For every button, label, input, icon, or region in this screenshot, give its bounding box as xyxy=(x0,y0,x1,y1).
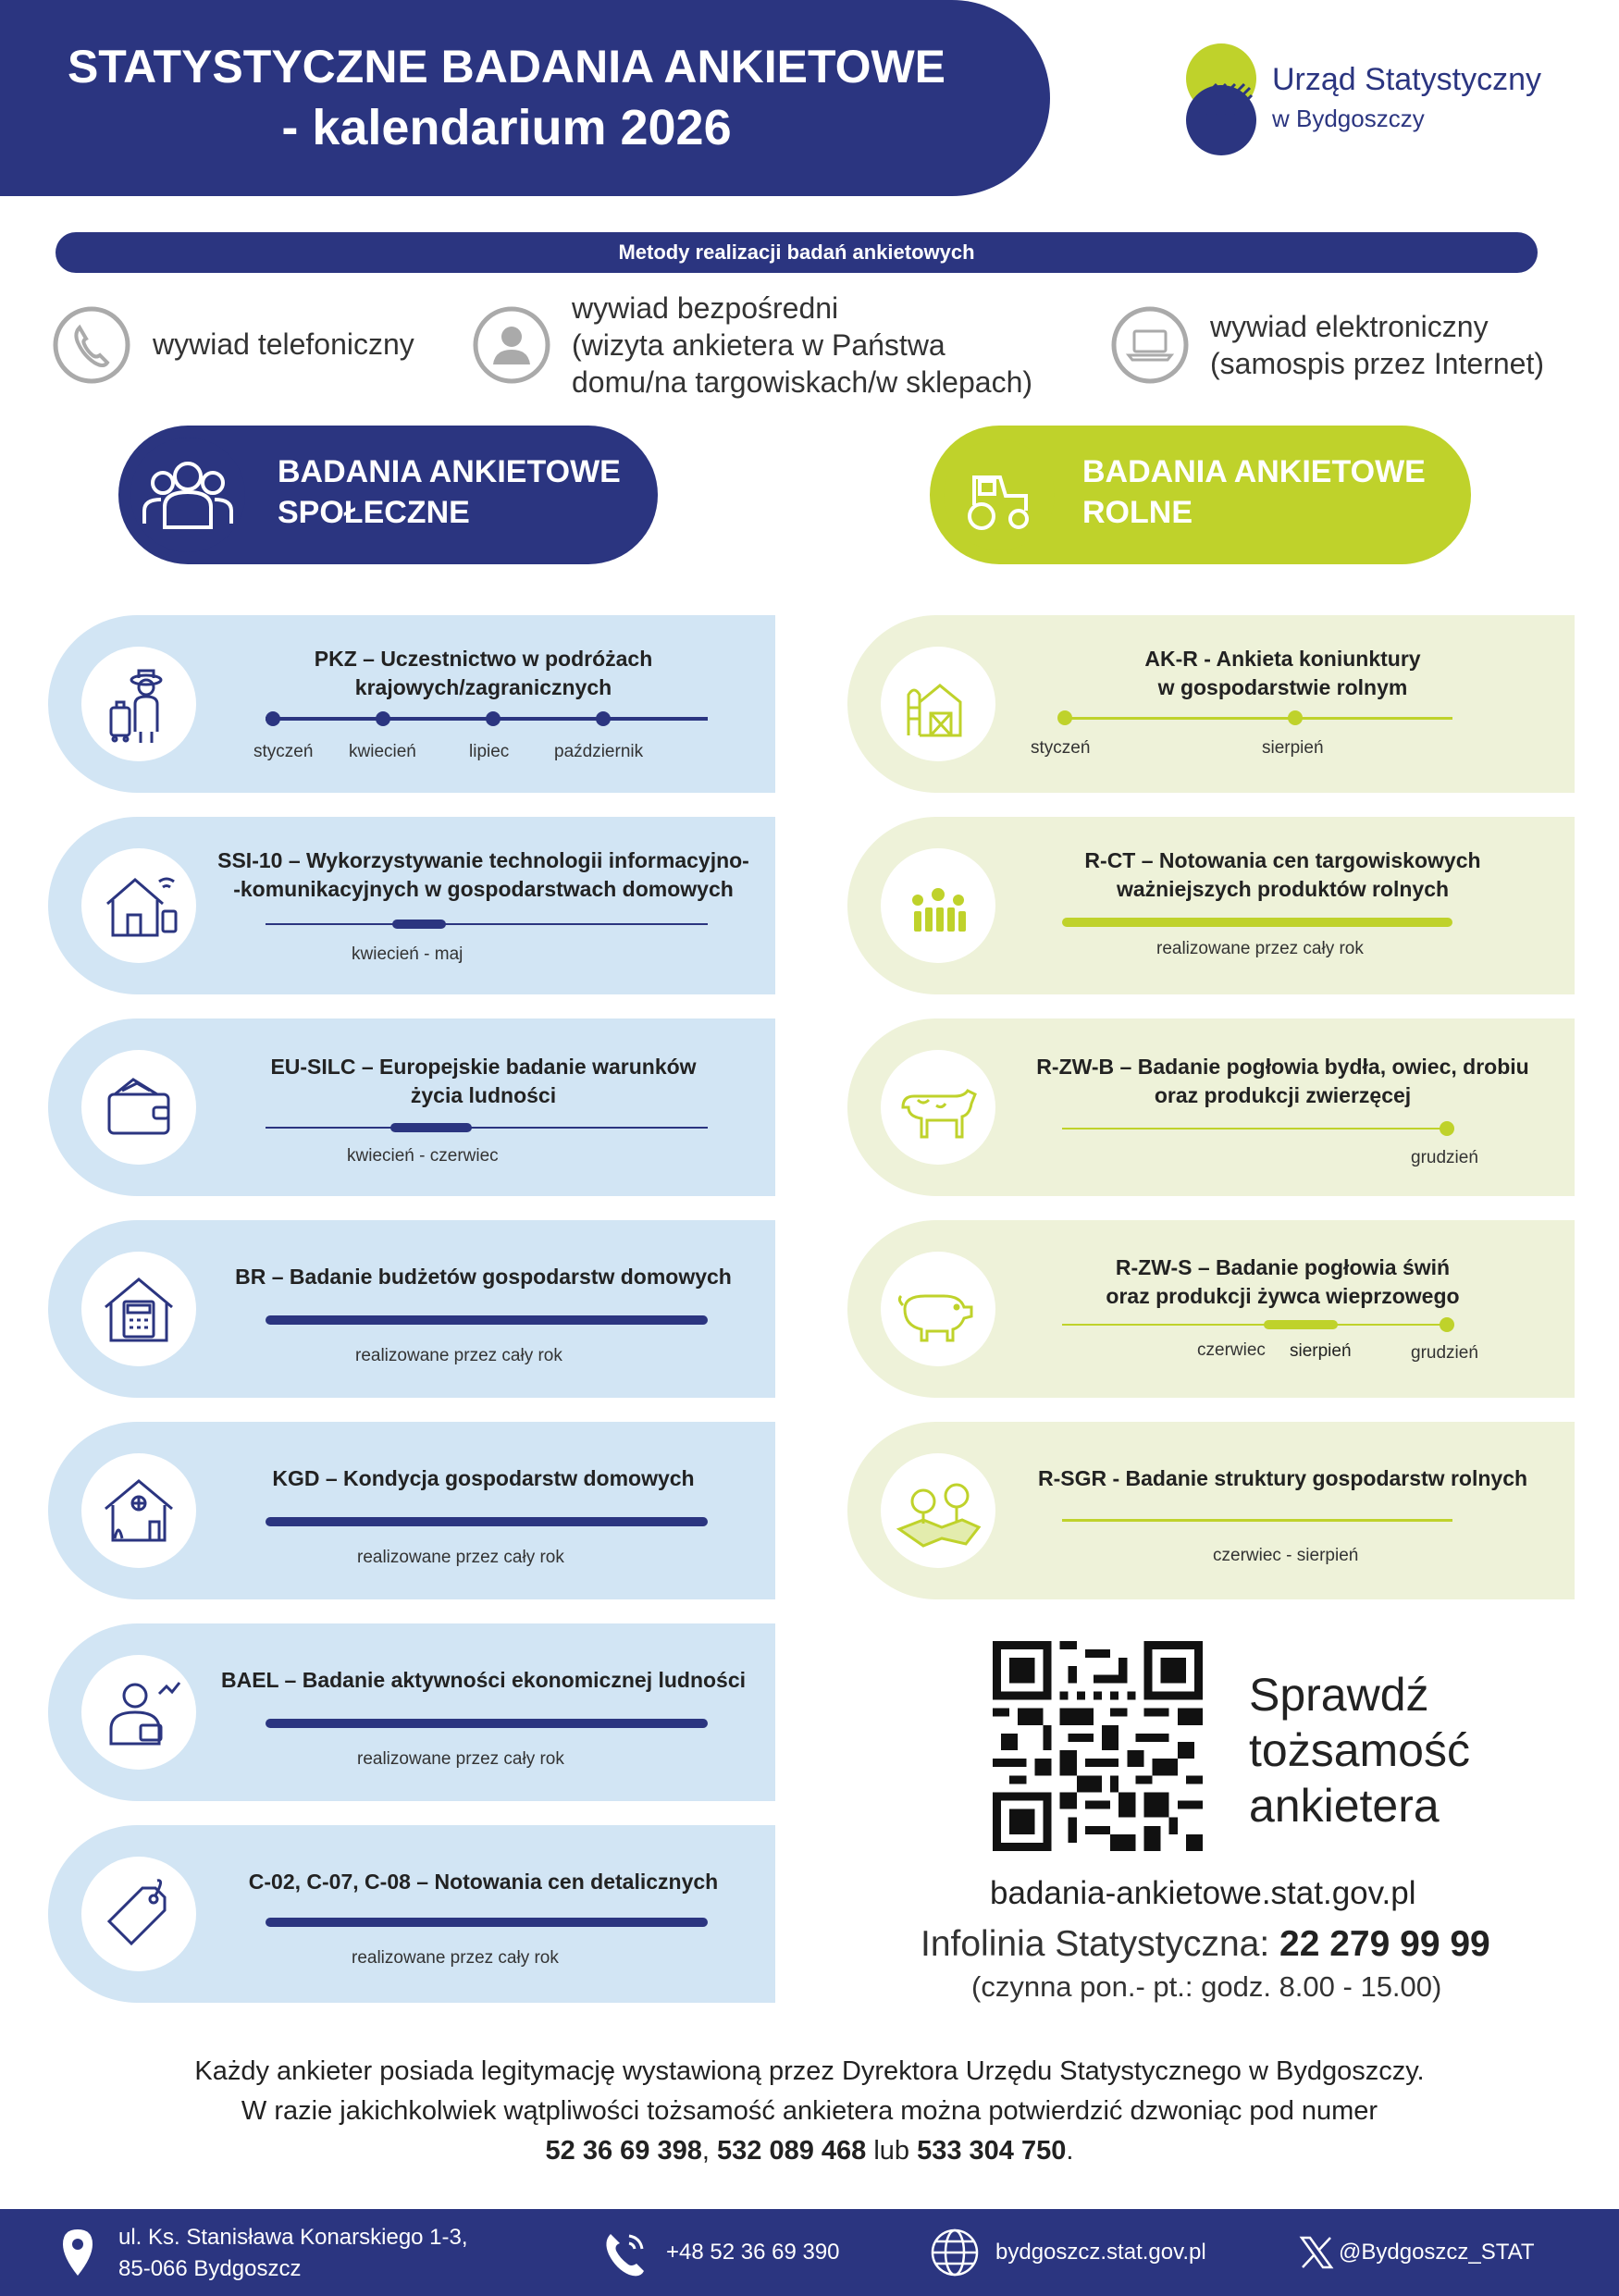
barn-icon xyxy=(881,647,995,761)
footer-address xyxy=(118,2222,468,2285)
survey-title-line1: EU-SILC – Europejskie badanie warunków xyxy=(270,1055,697,1079)
timeline-dot xyxy=(1288,710,1303,725)
survey-title-line1: BAEL – Badanie aktywności ekonomicznej ludności xyxy=(220,1668,747,1692)
survey-title-line2: -komunikacyjnych w gospodarstwach domowych xyxy=(233,877,734,901)
notice-line1: Każdy ankieter posiada legitymację wystawioną przez Dyrektora Urzędu Statystycznego w Bydgoszczy. xyxy=(194,2056,1425,2086)
infolinia-hours: (czynna pon.- pt.: godz. 8.00 - 15.00) xyxy=(971,1970,1442,2003)
page-title: STATYSTYCZNE BADANIA ANKIETOWE xyxy=(67,41,946,93)
verify-url-link[interactable]: badania-ankietowe.stat.gov.pl xyxy=(990,1875,1416,1911)
timeline-label: realizowane przez cały rok xyxy=(1156,939,1364,958)
cow-icon xyxy=(881,1050,995,1165)
survey-title xyxy=(1000,1464,1565,1493)
survey-icon-circle xyxy=(881,647,995,761)
timeline-label: kwiecień - czerwiec xyxy=(347,1146,499,1166)
timeline-label: realizowane przez cały rok xyxy=(357,1749,564,1769)
notice-phone[interactable]: 533 304 750 xyxy=(917,2136,1067,2166)
survey-title-line2: w gospodarstwie rolnym xyxy=(1157,675,1408,699)
timeline-dot xyxy=(486,711,501,726)
house-calculator-icon xyxy=(81,1252,196,1366)
logo-mark-icon xyxy=(1180,42,1263,157)
method-electronic-line2: (samospis przez Internet) xyxy=(1210,347,1545,380)
timeline-dot xyxy=(596,711,611,726)
location-pin-icon xyxy=(59,2228,96,2279)
survey-title xyxy=(1000,645,1565,702)
timeline-period xyxy=(392,920,446,929)
category-agri xyxy=(930,426,1471,564)
phone-icon xyxy=(52,305,131,385)
timeline-label: sierpień xyxy=(1262,738,1324,758)
page-header xyxy=(0,0,1050,196)
timeline-dot xyxy=(266,711,280,726)
tractor-icon xyxy=(937,433,1062,558)
survey-card-kgd xyxy=(48,1422,775,1599)
survey-card-rzws xyxy=(847,1220,1575,1398)
timeline xyxy=(1060,717,1452,720)
produce-icon xyxy=(881,848,995,963)
traveler-icon xyxy=(81,647,196,761)
survey-title-line2: krajowych/zagranicznych xyxy=(354,675,612,699)
survey-icon-circle xyxy=(81,1453,196,1568)
infolinia-label: Infolinia Statystyczna: xyxy=(921,1924,1270,1964)
verify-line3: ankietera xyxy=(1249,1780,1440,1832)
method-direct xyxy=(472,305,551,389)
survey-title-line1: R-ZW-S – Badanie pogłowia świń xyxy=(1115,1255,1451,1279)
notice-sep: lub xyxy=(866,2136,918,2166)
footer-phone[interactable]: +48 52 36 69 390 xyxy=(666,2240,840,2265)
timeline-period xyxy=(266,1918,708,1927)
notice-phone[interactable]: 532 089 468 xyxy=(717,2136,867,2166)
timeline-label: sierpień xyxy=(1290,1341,1352,1361)
survey-title-line2: życia ludności xyxy=(410,1083,557,1107)
timeline-period xyxy=(1062,918,1452,927)
survey-card-ssi10 xyxy=(48,817,775,994)
notice-end: . xyxy=(1066,2136,1074,2166)
survey-card-c02 xyxy=(48,1825,775,2003)
timeline-period xyxy=(390,1123,472,1132)
survey-icon-circle xyxy=(881,848,995,963)
method-direct-line2: (wizyta ankietera w Państwa xyxy=(572,328,945,362)
smart-home-icon xyxy=(81,848,196,963)
verify-line1: Sprawdź xyxy=(1249,1669,1429,1721)
survey-icon-circle xyxy=(881,1050,995,1165)
timeline-label: styczeń xyxy=(253,742,314,761)
infolinia xyxy=(921,1924,1490,1965)
category-agri-line1: BADANIA ANKIETOWE xyxy=(1082,454,1426,489)
method-direct-label xyxy=(572,290,1032,401)
survey-title xyxy=(201,645,766,702)
category-social-line1: BADANIA ANKIETOWE xyxy=(278,454,621,489)
x-twitter-icon xyxy=(1298,2234,1335,2271)
timeline-period xyxy=(1264,1320,1338,1329)
survey-title xyxy=(201,1666,766,1695)
survey-title-line1: SSI-10 – Wykorzystywanie technologii informacyjno- xyxy=(217,848,749,872)
survey-icon-circle xyxy=(81,647,196,761)
timeline xyxy=(266,923,708,925)
survey-card-pkz xyxy=(48,615,775,793)
survey-card-rct xyxy=(847,817,1575,994)
survey-icon-circle xyxy=(81,1050,196,1165)
footer-bar xyxy=(0,2209,1619,2296)
pig-icon xyxy=(881,1252,995,1366)
timeline-label: lipiec xyxy=(469,742,510,761)
method-phone-label: wywiad telefoniczny xyxy=(153,327,414,361)
survey-icon-circle xyxy=(881,1453,995,1568)
category-social-line2: SPOŁECZNE xyxy=(278,495,470,530)
survey-title xyxy=(201,1868,766,1896)
survey-title-line2: oraz produkcji zwierzęcej xyxy=(1154,1083,1412,1107)
timeline-label: grudzień xyxy=(1411,1343,1478,1363)
survey-title-line1: KGD – Kondycja gospodarstw domowych xyxy=(272,1466,695,1490)
method-phone xyxy=(52,305,131,389)
survey-title xyxy=(1000,1053,1565,1110)
verify-line2: tożsamość xyxy=(1249,1724,1470,1776)
timeline-period xyxy=(266,1719,708,1728)
footer-web-link[interactable]: bydgoszcz.stat.gov.pl xyxy=(995,2240,1206,2265)
survey-card-br xyxy=(48,1220,775,1398)
notice-phones xyxy=(0,2131,1619,2171)
logo xyxy=(1180,42,1568,157)
survey-title-line1: AK-R - Ankieta koniunktury xyxy=(1144,647,1421,671)
category-social xyxy=(118,426,658,564)
footer-address-line1: ul. Ks. Stanisława Konarskiego 1-3, xyxy=(118,2225,468,2250)
timeline xyxy=(1062,1519,1452,1522)
notice-phone[interactable]: 52 36 69 398 xyxy=(545,2136,702,2166)
timeline-label: realizowane przez cały rok xyxy=(352,1948,559,1968)
method-direct-line1: wywiad bezpośredni xyxy=(572,291,839,325)
timeline xyxy=(1062,1324,1447,1326)
logo-name: Urząd Statystyczny xyxy=(1272,62,1541,97)
survey-icon-circle xyxy=(81,1252,196,1366)
timeline-label: czerwiec xyxy=(1197,1340,1266,1360)
timeline-dot xyxy=(1057,710,1072,725)
timeline-dot xyxy=(1440,1317,1454,1332)
survey-title xyxy=(201,1464,766,1493)
survey-icon-circle xyxy=(81,1857,196,1971)
survey-title-line1: C-02, C-07, C-08 – Notowania cen detalicznych xyxy=(248,1870,719,1894)
infolinia-number[interactable]: 22 279 99 99 xyxy=(1279,1924,1490,1964)
globe-icon xyxy=(929,2227,981,2278)
survey-card-rsgr xyxy=(847,1422,1575,1599)
method-electronic xyxy=(1110,305,1190,389)
survey-title-line1: BR – Badanie budżetów gospodarstw domowych xyxy=(235,1265,732,1289)
logo-city: w Bydgoszczy xyxy=(1272,105,1425,132)
qr-code-icon[interactable] xyxy=(993,1641,1203,1851)
category-agri-line2: ROLNE xyxy=(1082,495,1193,530)
timeline-label: kwiecień - maj xyxy=(352,944,463,964)
timeline-dot xyxy=(376,711,390,726)
survey-icon-circle xyxy=(81,848,196,963)
survey-title xyxy=(1000,1253,1565,1311)
house-icon xyxy=(81,1453,196,1568)
survey-icon-circle xyxy=(881,1252,995,1366)
timeline-label: styczeń xyxy=(1031,738,1091,758)
timeline-label: październik xyxy=(554,742,644,761)
method-electronic-line1: wywiad elektroniczny xyxy=(1210,310,1489,343)
notice xyxy=(0,2052,1619,2171)
survey-title-line2: oraz produkcji żywca wieprzowego xyxy=(1106,1284,1460,1308)
people-icon xyxy=(128,435,248,555)
timeline-label: czerwiec - sierpień xyxy=(1213,1546,1359,1565)
farm-map-icon xyxy=(881,1453,995,1568)
person-icon xyxy=(472,305,551,385)
survey-title xyxy=(1000,846,1565,904)
timeline-period xyxy=(266,1517,708,1526)
timeline-label: realizowane przez cały rok xyxy=(357,1548,564,1567)
survey-card-bael xyxy=(48,1623,775,1801)
survey-title xyxy=(201,846,766,904)
timeline-label: realizowane przez cały rok xyxy=(355,1346,562,1365)
survey-title-line1: PKZ – Uczestnictwo w podróżach xyxy=(314,647,653,671)
survey-title-line1: R-SGR - Badanie struktury gospodarstw rolnych xyxy=(1037,1466,1528,1490)
worker-icon xyxy=(81,1655,196,1770)
wallet-icon xyxy=(81,1050,196,1165)
timeline-dot xyxy=(1440,1121,1454,1136)
footer-address-line2: 85-066 Bydgoszcz xyxy=(118,2256,302,2281)
notice-sep: , xyxy=(701,2136,717,2166)
phone-icon xyxy=(598,2225,653,2280)
timeline-label: grudzień xyxy=(1411,1148,1478,1167)
methods-bar: Metody realizacji badań ankietowych xyxy=(56,232,1538,273)
survey-title-line1: R-CT – Notowania cen targowiskowych xyxy=(1084,848,1481,872)
survey-title-line1: R-ZW-B – Badanie pogłowia bydła, owiec, drobiu xyxy=(1036,1055,1529,1079)
survey-card-rzwb xyxy=(847,1018,1575,1196)
survey-card-eusilc xyxy=(48,1018,775,1196)
method-electronic-label xyxy=(1210,308,1544,382)
verify-heading xyxy=(1249,1667,1470,1833)
footer-twitter-link[interactable]: @Bydgoszcz_STAT xyxy=(1339,2240,1535,2265)
survey-title xyxy=(201,1053,766,1110)
survey-title xyxy=(201,1263,766,1291)
survey-icon-circle xyxy=(81,1655,196,1770)
method-direct-line3: domu/na targowiskach/w sklepach) xyxy=(572,365,1033,399)
survey-card-akr xyxy=(847,615,1575,793)
survey-title-line2: ważniejszych produktów rolnych xyxy=(1116,877,1450,901)
timeline-period xyxy=(266,1315,708,1325)
notice-line2: W razie jakichkolwiek wątpliwości tożsamość ankietera można potwierdzić dzwoniąc pod numer xyxy=(241,2096,1378,2126)
timeline xyxy=(266,1127,708,1129)
timeline-label: kwiecień xyxy=(349,742,416,761)
laptop-icon xyxy=(1110,305,1190,385)
page-subtitle: - kalendarium 2026 xyxy=(281,100,732,155)
price-tag-icon xyxy=(81,1857,196,1971)
timeline xyxy=(1062,1128,1447,1129)
